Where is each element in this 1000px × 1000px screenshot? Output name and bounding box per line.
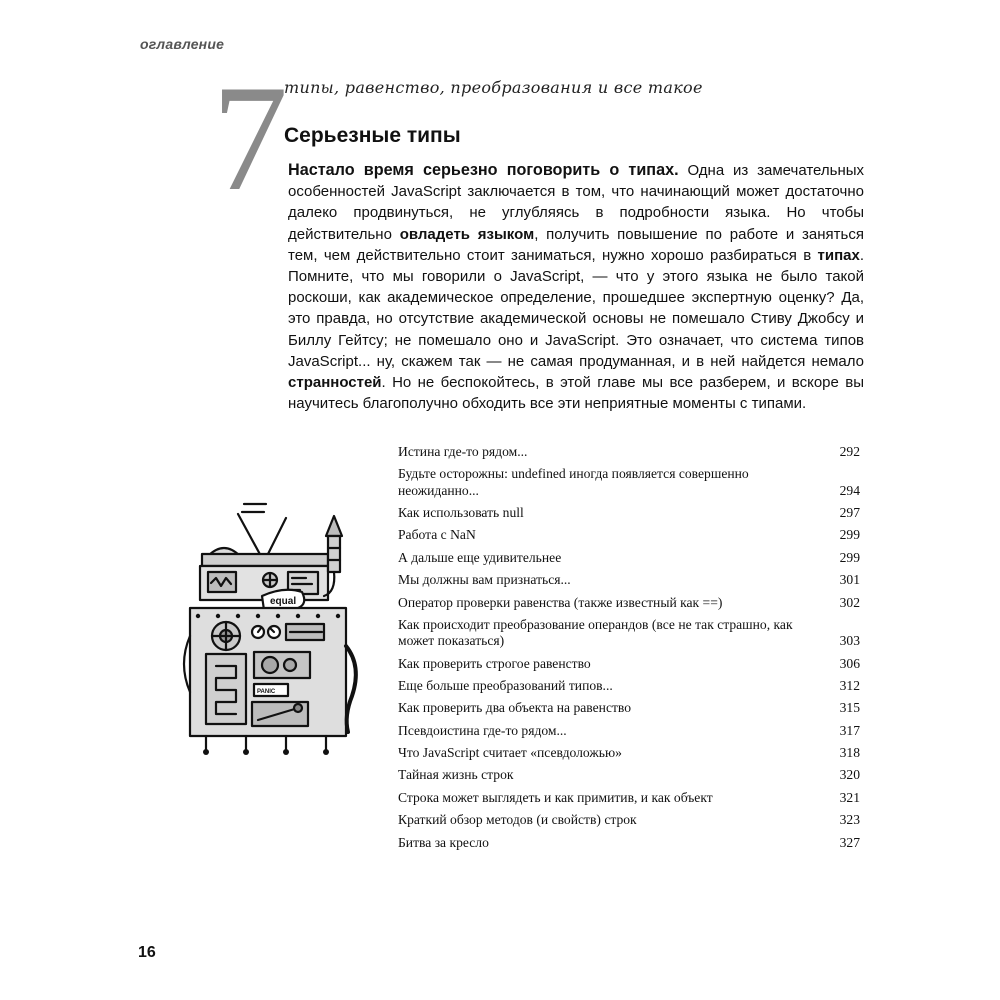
toc-entry-title: Еще больше преобразований типов... xyxy=(398,677,613,693)
intro-bold: странностей xyxy=(288,374,382,392)
toc-entry-title: Как проверить два объекта на равенство xyxy=(398,700,632,716)
intro-text: . Но не беспокойтесь, в этой главе мы все разберем, и вскоре вы научитесь благополучно обходить все эти неприятные моменты с типами. xyxy=(288,374,864,413)
toc-entry-page: 312 xyxy=(839,677,860,693)
toc-entry[interactable] xyxy=(398,527,860,543)
toc-entry[interactable] xyxy=(398,835,860,851)
toc-entry[interactable] xyxy=(398,550,860,566)
intro-lead: Настало время серьезно поговорить о типах. xyxy=(288,161,679,179)
toc-entry-page: 320 xyxy=(839,767,860,783)
toc-entry-title: А дальше еще удивительнее xyxy=(398,549,562,565)
toc-entry-page: 318 xyxy=(839,745,860,761)
toc-entry-page: 306 xyxy=(839,655,860,671)
toc-entry-page: 317 xyxy=(839,722,860,738)
table-of-contents xyxy=(398,444,860,857)
toc-entry[interactable] xyxy=(398,767,860,783)
toc-entry[interactable] xyxy=(398,723,860,739)
toc-entry[interactable] xyxy=(398,444,860,460)
chapter-number: 7 xyxy=(212,54,288,222)
toc-entry-page: 321 xyxy=(839,789,860,805)
toc-entry[interactable] xyxy=(398,812,860,828)
toc-entry-title: Что JavaScript считает «псевдоложью» xyxy=(398,745,622,761)
toc-entry-page: 299 xyxy=(839,527,860,543)
toc-entry-page: 297 xyxy=(839,504,860,520)
toc-entry-title: Мы должны вам признаться... xyxy=(398,572,571,588)
toc-entry[interactable] xyxy=(398,595,860,611)
toc-entry-title: Работа с NaN xyxy=(398,527,476,543)
toc-entry-page: 302 xyxy=(839,594,860,610)
toc-entry-title: Истина где-то рядом... xyxy=(398,444,528,459)
toc-entry-title: Псевдоистина где-то рядом... xyxy=(398,722,567,738)
toc-entry[interactable] xyxy=(398,700,860,716)
chapter-subtitle: типы, равенство, преобразования и все такое xyxy=(284,78,703,97)
toc-entry[interactable] xyxy=(398,656,860,672)
toc-entry-page: 315 xyxy=(839,700,860,716)
running-head: оглавление xyxy=(140,36,225,52)
toc-entry-title: Битва за кресло xyxy=(398,834,489,850)
intro-text: , получить повышение по работе и заняться тем, чем действительно стоит заниматься, нужно хорошо разбираться в xyxy=(288,225,864,264)
toc-entry[interactable] xyxy=(398,790,860,806)
toc-entry[interactable] xyxy=(398,505,860,521)
toc-entry[interactable] xyxy=(398,678,860,694)
toc-entry[interactable] xyxy=(398,745,860,761)
intro-text: Одна из замечательных особенностей JavaScript заключается в том, что начинающий может достаточно далеко продвинуться, не углубляясь в подробности языка. Но чтобы действительно xyxy=(288,162,865,243)
toc-entry-page: 294 xyxy=(839,482,860,498)
equal-sign-label: equal xyxy=(270,596,297,607)
toc-entry-page: 301 xyxy=(839,572,860,588)
panic-label: PANIC xyxy=(257,689,276,695)
chapter-title: Серьезные типы xyxy=(284,124,461,147)
toc-entry-title: Как происходит преобразование операндов (все не так страшно, как может показаться) xyxy=(398,616,793,649)
toc-entry-title: Как проверить строгое равенство xyxy=(398,655,591,671)
toc-entry-page: 299 xyxy=(839,549,860,565)
intro-bold: овладеть языком xyxy=(399,225,535,243)
intro-text: . Помните, что мы говорили о JavaScript, — что у этого языка не было такой роскоши, как академическое определение, прошедшее экспертную оценку? Да, это правда, но отсутствие академической основы не помешало Стиву Джобсу и Биллу Гейтсу; не помешало оно и JavaScript. Это означает, что система типов JavaScript... ну, скажем так — не самая продуманная, и в ней найдется немало xyxy=(288,246,864,370)
toc-entry[interactable] xyxy=(398,617,860,649)
toc-entry[interactable] xyxy=(398,466,860,498)
toc-entry-page: 323 xyxy=(839,812,860,828)
toc-entry-title: Краткий обзор методов (и свойств) строк xyxy=(398,812,637,828)
intro-paragraph xyxy=(288,160,864,414)
toc-entry-title: Будьте осторожны: undefined иногда появляется совершенно неожиданно... xyxy=(398,466,749,498)
toc-entry-page: 327 xyxy=(839,834,860,850)
toc-entry-page: 303 xyxy=(839,633,860,649)
toc-entry-title: Как использовать null xyxy=(398,504,524,520)
toc-entry-title: Тайная жизнь строк xyxy=(398,767,514,783)
toc-entry-title: Оператор проверки равенства (также известный как ==) xyxy=(398,594,723,610)
page-number: 16 xyxy=(138,944,156,961)
intro-bold: типах xyxy=(817,246,860,264)
toc-entry-title: Строка может выглядеть и как примитив, и как объект xyxy=(398,789,713,805)
robot-illustration xyxy=(176,496,366,758)
toc-entry-page: 292 xyxy=(839,444,860,459)
toc-entry[interactable] xyxy=(398,572,860,588)
